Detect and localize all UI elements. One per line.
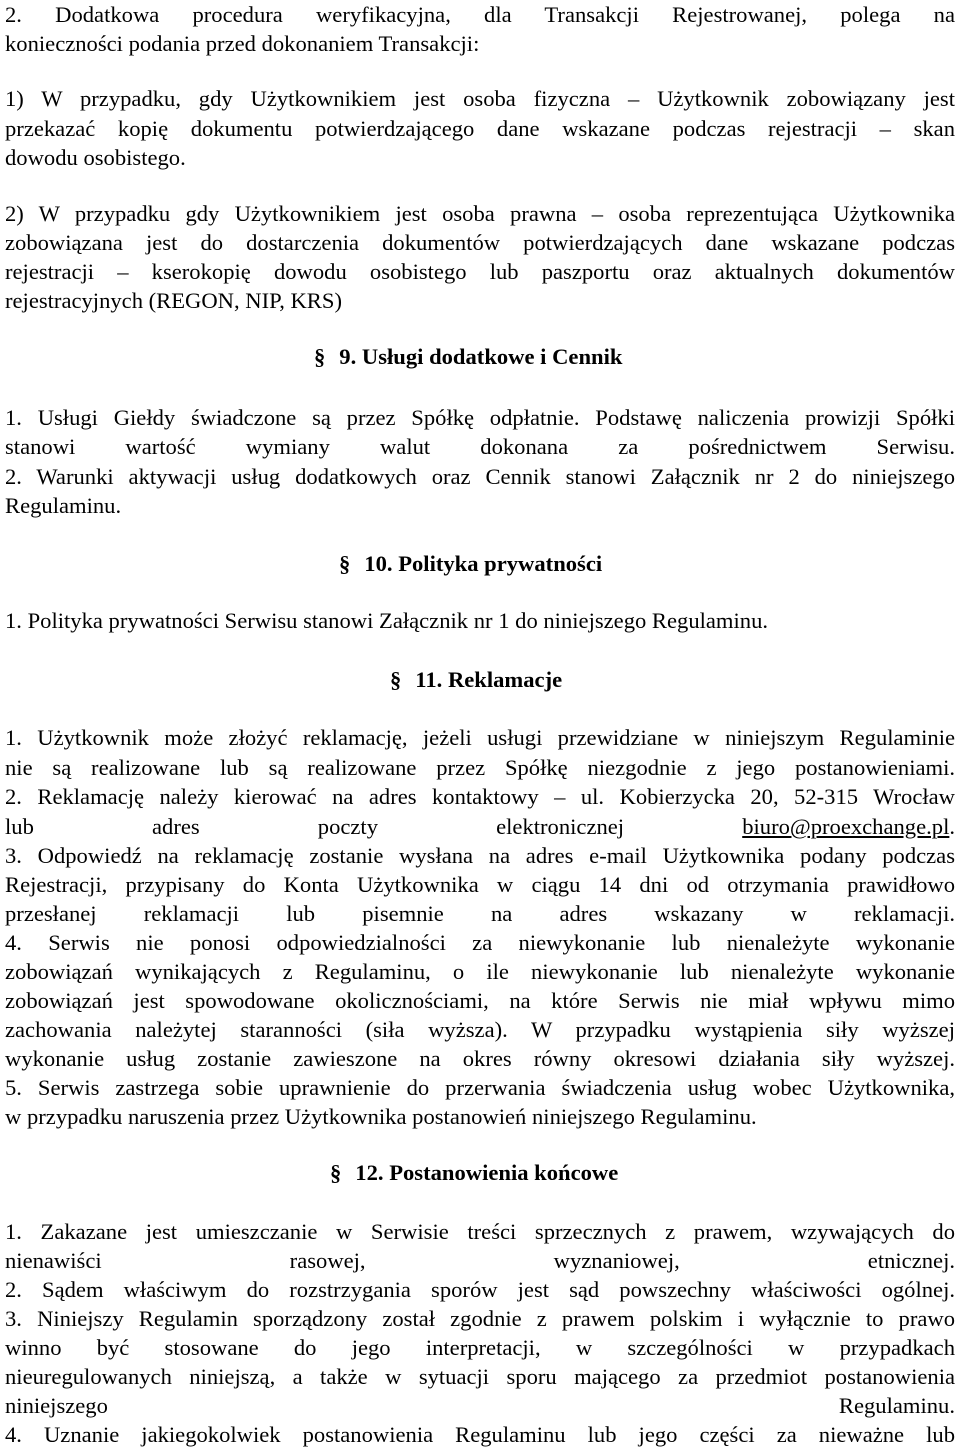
paragraph-line: zobowiązań jest spowodowane okolicznościami, na które Serwis nie miał wpływu mimo [5, 988, 955, 1013]
section-title: 12. Postanowienia końcowe [355, 1160, 619, 1185]
paragraph-line: 1. Usługi Giełdy świadczone są przez Spółkę odpłatnie. Podstawę naliczenia prowizji Spółki [5, 405, 955, 430]
paragraph-line: przekazać kopię dokumentu potwierdzającego dane wskazane podczas rejestracji – skan [5, 116, 955, 141]
paragraph-line: 1. Polityka prywatności Serwisu stanowi Załącznik nr 1 do niniejszego Regulaminu. [5, 608, 769, 633]
paragraph-line: przesłanej reklamacji lub pisemnie na adres wskazany w reklamacji. [5, 901, 955, 926]
section-mark: § [314, 344, 326, 369]
paragraph-line: winno być stosowane do jego interpretacji, w szczególności w przypadkach [5, 1335, 955, 1360]
paragraph-line: 2. Warunki aktywacji usług dodatkowych oraz Cennik stanowi Załącznik nr 2 do niniejszego [5, 464, 955, 489]
email-line-prefix: lub adres poczty elektronicznej [5, 814, 743, 839]
paragraph-line: rejestracji – kserokopię dowodu osobistego lub paszportu oraz aktualnych dokumentów [5, 259, 955, 284]
paragraph-line: 2. Sądem właściwym do rozstrzygania sporów jest sąd powszechny właściwości ogólnej. [5, 1277, 955, 1302]
paragraph-line: zobowiązana jest do dostarczenia dokumentów potwierdzających dane wskazane podczas [5, 230, 955, 255]
paragraph-line: 5. Serwis zastrzega sobie uprawnienie do przerwania świadczenia usług wobec Użytkownika, [5, 1075, 955, 1100]
section-title: 9. Usługi dodatkowe i Cennik [339, 344, 623, 369]
paragraph-line [5, 812, 955, 841]
paragraph-line: nieuregulowanych niniejszą, a także w sytuacji sporu mającego za przedmiot postanowienia [5, 1364, 955, 1389]
section-mark: § [390, 667, 402, 692]
section-heading-10 [339, 549, 602, 579]
paragraph-line: niniejszego Regulaminu. [5, 1393, 955, 1418]
paragraph-line: w przypadku naruszenia przez Użytkownika postanowień niniejszego Regulaminu. [5, 1104, 757, 1129]
paragraph-line: 2. Dodatkowa procedura weryfikacyjna, dla Transakcji Rejestrowanej, polega na [5, 2, 955, 27]
section-mark: § [330, 1160, 342, 1185]
paragraph-line: 2. Reklamację należy kierować na adres kontaktowy – ul. Kobierzycka 20, 52-315 Wrocław [5, 784, 955, 809]
section-title: 10. Polityka prywatności [364, 551, 603, 576]
paragraph-line: 1. Użytkownik może złożyć reklamację, jeżeli usługi przewidziane w niniejszym Regulaminie [5, 725, 955, 750]
paragraph-line: dowodu osobistego. [5, 145, 186, 170]
section-heading-12 [330, 1158, 618, 1188]
paragraph-line: 1. Zakazane jest umieszczanie w Serwisie treści sprzecznych z prawem, wzywających do [5, 1219, 955, 1244]
section-heading-11 [390, 665, 562, 695]
section-mark: § [339, 551, 351, 576]
section-title: 11. Reklamacje [415, 667, 563, 692]
paragraph-line: wykonanie usług zostanie zawieszone na okres równy okresowi działania siły wyższej. [5, 1046, 955, 1071]
paragraph-line: konieczności podania przed dokonaniem Transakcji: [5, 31, 480, 56]
paragraph-line: nie są realizowane lub są realizowane przez Spółkę niezgodnie z jego postanowieniami. [5, 755, 955, 780]
paragraph-line: zobowiązań wynikających z Regulaminu, o ile niewykonanie lub nienależyte wykonanie [5, 959, 955, 984]
email-line-suffix: . [949, 814, 955, 839]
paragraph-line: 2) W przypadku gdy Użytkownikiem jest osoba prawna – osoba reprezentująca Użytkownika [5, 201, 955, 226]
paragraph-line: stanowi wartość wymiany walut dokonana za pośrednictwem Serwisu. [5, 434, 955, 459]
paragraph-line: 4. Serwis nie ponosi odpowiedzialności za niewykonanie lub nienależyte wykonanie [5, 930, 955, 955]
paragraph-line: 1) W przypadku, gdy Użytkownikiem jest osoba fizyczna – Użytkownik zobowiązany jest [5, 86, 955, 111]
paragraph-line: zachowania należytej staranności (siła wyższa). W przypadku wystąpienia siły wyższej [5, 1017, 955, 1042]
paragraph-line: Regulaminu. [5, 493, 122, 518]
paragraph-line: 4. Uznanie jakiegokolwiek postanowienia Regulaminu lub jego części za nieważne lub [5, 1422, 955, 1447]
paragraph-line: 3. Odpowiedź na reklamację zostanie wysłana na adres e-mail Użytkownika podany podczas [5, 843, 955, 868]
paragraph-line: rejestracyjnych (REGON, NIP, KRS) [5, 288, 342, 313]
paragraph-line: nienawiści rasowej, wyznaniowej, etnicznej. [5, 1248, 955, 1273]
section-heading-9 [314, 342, 622, 372]
email-link[interactable]: biuro@proexchange.pl [742, 814, 950, 839]
paragraph-line: 3. Niniejszy Regulamin sporządzony został zgodnie z prawem polskim i wyłącznie to prawo [5, 1306, 955, 1331]
paragraph-line: Rejestracji, przypisany do Konta Użytkownika w ciągu 14 dni od otrzymania prawidłowo [5, 872, 955, 897]
